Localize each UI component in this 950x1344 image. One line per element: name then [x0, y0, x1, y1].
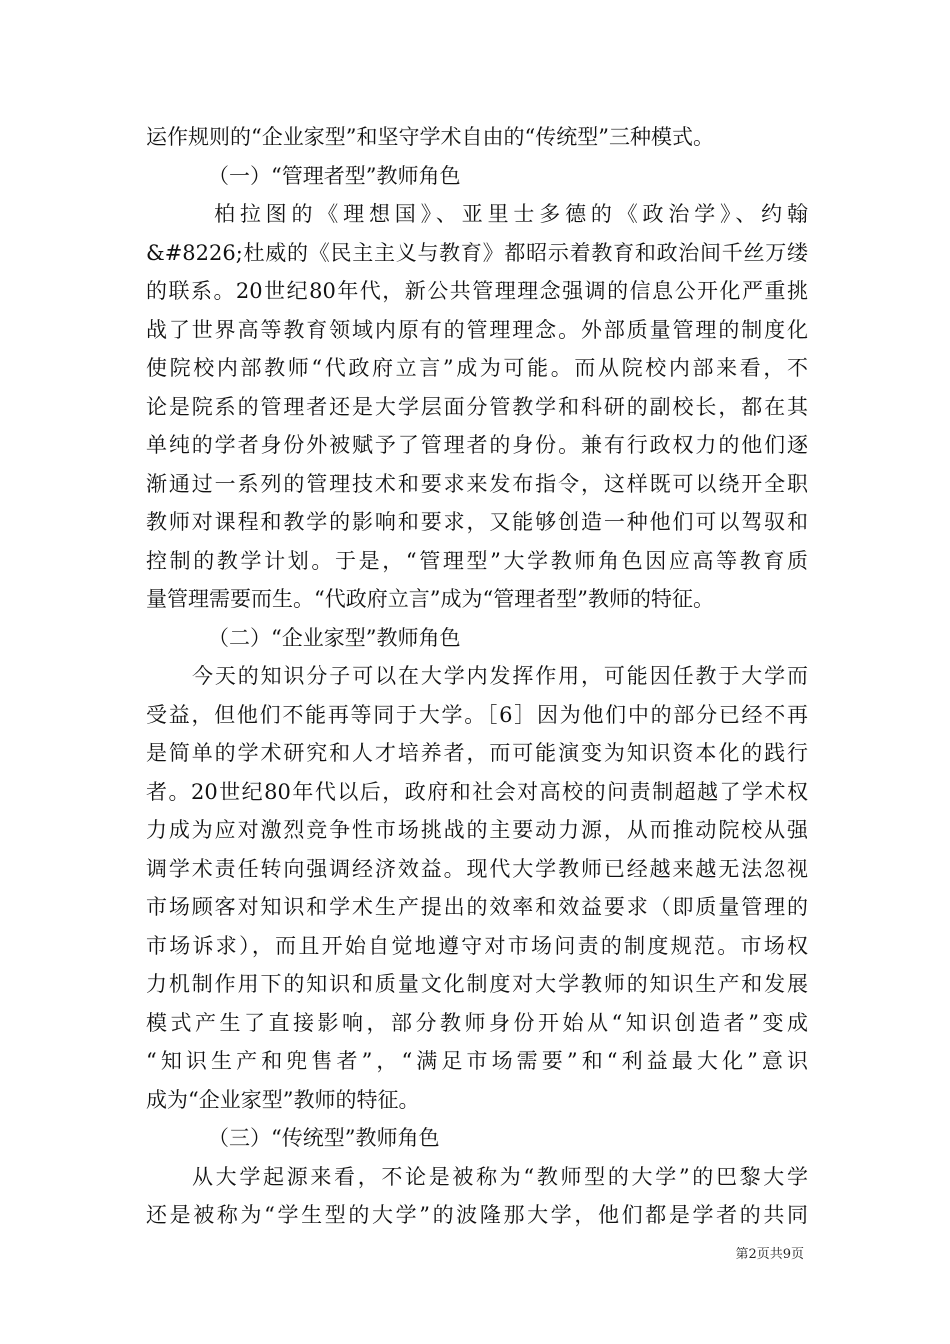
section-heading: （二）“企业家型”教师角色 [208, 625, 461, 650]
text-line: 使院校内部教师“代政府立言”成为可能。而从院校内部来看，不 [146, 356, 808, 380]
text-line: 调学术责任转向强调经济效益。现代大学教师已经越来越无法忽视 [146, 856, 808, 881]
text-line: 柏拉图的《理想国》、亚里士多德的《政治学》、约翰 [214, 202, 808, 226]
text-line: 力成为应对激烈竞争性市场挑战的主要动力源，从而推动院校从强 [146, 818, 808, 842]
text-line: 量管理需要而生。“代政府立言”成为“管理者型”教师的特征。 [146, 587, 714, 611]
text-line: 力机制作用下的知识和质量文化制度对大学教师的知识生产和发展 [146, 972, 808, 996]
text-line: 市场诉求），而且开始自觉地遵守对市场问责的制度规范。市场权 [146, 933, 808, 958]
text-line: 从大学起源来看，不论是被称为“教师型的大学”的巴黎大学 [192, 1164, 808, 1189]
text-line: “知识生产和兜售者”，“满足市场需要”和“利益最大化”意识 [146, 1049, 808, 1073]
text-line: 成为“企业家型”教师的特征。 [146, 1087, 420, 1112]
text-line: 论是院系的管理者还是大学层面分管教学和科研的副校长，都在其 [146, 394, 808, 419]
document-body [146, 118, 808, 1235]
text-line: 的联系。20世纪80年代，新公共管理理念强调的信息公开化严重挑 [146, 279, 808, 303]
text-line: 战了世界高等教育领域内原有的管理理念。外部质量管理的制度化 [146, 317, 808, 342]
text-line: 受益，但他们不能再等同于大学。［6］因为他们中的部分已经不再 [146, 702, 808, 727]
text-line: 教师对课程和教学的影响和要求，又能够创造一种他们可以驾驭和 [146, 510, 808, 534]
text-line: 单纯的学者身份外被赋予了管理者的身份。兼有行政权力的他们逐 [146, 433, 808, 457]
section-heading: （一）“管理者型”教师角色 [208, 163, 461, 188]
text-line: 运作规则的“企业家型”和坚守学术自由的“传统型”三种模式。 [146, 125, 714, 149]
section-heading: （三）“传统型”教师角色 [208, 1126, 440, 1150]
text-line: 今天的知识分子可以在大学内发挥作用，可能因任教于大学而 [192, 664, 808, 688]
page-number: 第2页共9页 [735, 1247, 804, 1262]
text-line: 控制的教学计划。于是，“管理型”大学教师角色因应高等教育质 [146, 548, 808, 573]
text-line: 还是被称为“学生型的大学”的波隆那大学，他们都是学者的共同 [146, 1203, 808, 1227]
text-line: 模式产生了直接影响，部分教师身份开始从“知识创造者”变成 [146, 1010, 808, 1035]
text-line: 市场顾客对知识和学术生产提出的效率和效益要求（即质量管理的 [146, 895, 808, 919]
text-line: 者。20世纪80年代以后，政府和社会对高校的问责制超越了学术权 [146, 779, 808, 804]
text-line: &#8226;杜威的《民主主义与教育》都昭示着教育和政治间千丝万缕 [146, 240, 808, 265]
text-line: 渐通过一系列的管理技术和要求来发布指令，这样既可以绕开全职 [146, 471, 808, 496]
text-line: 是简单的学术研究和人才培养者，而可能演变为知识资本化的践行 [146, 741, 808, 765]
